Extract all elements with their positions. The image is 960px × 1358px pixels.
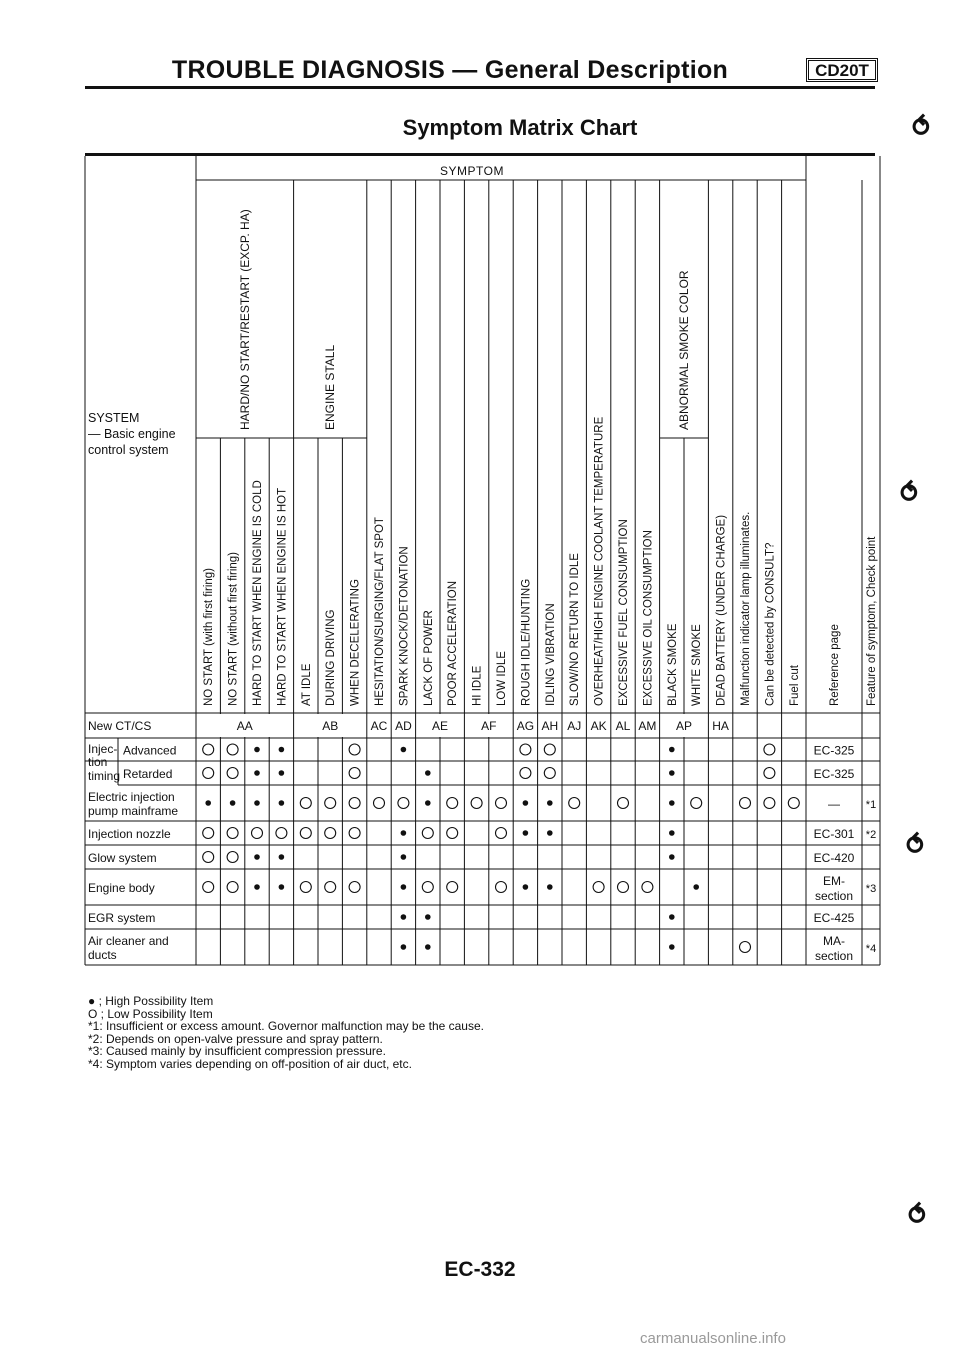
- high-possibility-mark: [523, 830, 529, 836]
- low-possibility-mark: [325, 882, 336, 893]
- row-label: Injec-: [88, 742, 118, 756]
- page-number: EC-332: [444, 1258, 516, 1281]
- symptom-code: AC: [370, 719, 388, 733]
- high-possibility-mark: [401, 884, 407, 890]
- low-possibility-mark: [740, 942, 751, 953]
- high-possibility-mark: [547, 884, 553, 890]
- symptom-column-label: IDLING VIBRATION: [544, 603, 557, 706]
- high-possibility-mark: [254, 884, 260, 890]
- reference-page: MA-: [823, 934, 845, 948]
- low-possibility-mark: [203, 882, 214, 893]
- low-possibility-mark: [349, 768, 360, 779]
- legend: [88, 995, 484, 1070]
- low-possibility-mark: [642, 882, 653, 893]
- symptom-column-label: EXCESSIVE FUEL CONSUMPTION: [618, 519, 630, 706]
- high-possibility-mark: [669, 800, 675, 806]
- symptom-column-label: AT IDLE: [300, 663, 313, 706]
- low-possibility-mark: [544, 744, 555, 755]
- feature-note: *3: [865, 883, 877, 895]
- high-possibility-mark: [279, 884, 285, 890]
- high-possibility-mark: [401, 830, 407, 836]
- symptom-code: AH: [541, 719, 559, 733]
- reference-page: EC-425: [813, 911, 855, 925]
- reference-page: section: [814, 889, 854, 903]
- high-possibility-mark: [279, 747, 285, 753]
- high-possibility-mark: [669, 854, 675, 860]
- high-possibility-mark: [425, 770, 431, 776]
- low-possibility-mark: [227, 744, 238, 755]
- symptom-column-label: WHITE SMOKE: [691, 624, 704, 706]
- symptom-column-label: HARD TO START WHEN ENGINE IS COLD: [252, 480, 264, 706]
- high-possibility-mark: [425, 800, 431, 806]
- high-possibility-mark: [254, 800, 260, 806]
- high-possibility-mark: [523, 800, 529, 806]
- high-possibility-mark: [254, 770, 260, 776]
- low-possibility-mark: [496, 828, 507, 839]
- binder-mark-icon: ⥀: [912, 112, 930, 142]
- reference-page-header: Reference page: [829, 624, 841, 706]
- low-possibility-mark: [447, 798, 458, 809]
- system-label-line: — Basic engine: [88, 427, 176, 441]
- symptom-code: AA: [236, 719, 253, 733]
- symptom-column-label: POOR ACCELERATION: [447, 580, 460, 706]
- symptom-code: AM: [638, 719, 657, 733]
- low-possibility-mark: [740, 798, 751, 809]
- row-label: Injection nozzle: [88, 827, 171, 841]
- low-possibility-mark: [227, 768, 238, 779]
- high-possibility-mark: [401, 854, 407, 860]
- row-label: pump mainframe: [88, 804, 179, 818]
- low-possibility-mark: [203, 852, 214, 863]
- watermark: carmanualsonline.info: [640, 1330, 786, 1347]
- low-possibility-mark: [496, 882, 507, 893]
- symptom-column-label: SLOW/NO RETURN TO IDLE: [569, 553, 582, 706]
- low-possibility-mark: [788, 798, 799, 809]
- high-possibility-mark: [547, 830, 553, 836]
- low-possibility-mark: [349, 828, 360, 839]
- low-possibility-mark: [398, 798, 409, 809]
- low-possibility-mark: [422, 828, 433, 839]
- symptom-column-label: DURING DRIVING: [325, 609, 338, 706]
- low-possibility-mark: [618, 882, 629, 893]
- feature-header: Feature of symptom, Check point: [866, 536, 878, 706]
- low-possibility-mark: [227, 828, 238, 839]
- system-label-line: SYSTEM: [88, 411, 140, 425]
- low-possibility-mark: [203, 768, 214, 779]
- high-possibility-mark: [669, 944, 675, 950]
- low-possibility-mark: [349, 744, 360, 755]
- reference-page: section: [814, 949, 854, 963]
- high-possibility-mark: [254, 747, 260, 753]
- symptom-column-label: DEAD BATTERY (UNDER CHARGE): [715, 514, 728, 706]
- high-possibility-mark: [547, 800, 553, 806]
- symptom-column-label: HESITATION/SURGING/FLAT SPOT: [374, 517, 386, 706]
- row-label: timing: [88, 769, 121, 783]
- low-possibility-mark: [691, 798, 702, 809]
- code-span-mask: [268, 714, 270, 737]
- reference-page: EC-420: [813, 851, 855, 865]
- symptom-header: SYMPTOM: [440, 164, 504, 178]
- low-possibility-mark: [325, 798, 336, 809]
- reference-page: EC-325: [813, 767, 855, 781]
- symptom-code: AF: [481, 719, 497, 733]
- legend-low: O ; Low Possibility Item: [88, 1006, 213, 1021]
- symptom-column-label: HI IDLE: [471, 665, 484, 706]
- low-possibility-mark: [520, 768, 531, 779]
- symptom-code: AL: [615, 719, 631, 733]
- symptom-column-label: OVERHEAT/HIGH ENGINE COOLANT TEMPERATURE: [593, 416, 606, 706]
- feature-note: *1: [865, 799, 877, 811]
- row-sublabel: Retarded: [123, 767, 173, 781]
- binder-mark-icon: ⥀: [900, 478, 918, 508]
- reference-page: EC-301: [813, 827, 855, 841]
- symptom-column-label: NO START (with first firing): [203, 567, 216, 706]
- symptom-code: HA: [712, 719, 729, 733]
- system-label-line: control system: [88, 443, 169, 457]
- low-possibility-mark: [496, 798, 507, 809]
- high-possibility-mark: [230, 800, 236, 806]
- group-header-label: HARD/NO START/RESTART (EXCP. HA): [237, 209, 252, 430]
- high-possibility-mark: [425, 914, 431, 920]
- binder-mark-icon: ⥀: [906, 830, 924, 860]
- row-label: Air cleaner and: [88, 934, 169, 948]
- legend-high: ● ; High Possibility Item: [88, 994, 214, 1008]
- row-label: EGR system: [88, 911, 156, 925]
- feature-note: *4: [865, 943, 877, 955]
- high-possibility-mark: [401, 747, 407, 753]
- low-possibility-mark: [471, 798, 482, 809]
- low-possibility-mark: [374, 798, 385, 809]
- high-possibility-mark: [279, 854, 285, 860]
- symptom-column-label: Fuel cut: [788, 665, 801, 706]
- model-badge: CD20T: [806, 58, 878, 82]
- page-title: TROUBLE DIAGNOSIS — General Description: [171, 56, 729, 84]
- low-possibility-mark: [764, 768, 775, 779]
- low-possibility-mark: [618, 798, 629, 809]
- symptom-column-label: LOW IDLE: [496, 651, 508, 706]
- symptom-column-label: WHEN DECELERATING: [349, 579, 362, 706]
- symptom-column-label: NO START (without first firing): [227, 551, 240, 706]
- row-label: ducts: [88, 948, 117, 962]
- row-sublabel: Advanced: [123, 743, 177, 758]
- symptom-code: AD: [395, 719, 412, 733]
- legend-note-1: *1: Insufficient or excess amount. Governor malfunction may be the cause.: [88, 1019, 484, 1033]
- code-span-mask: [341, 714, 343, 737]
- symptom-column-label: LACK OF POWER: [422, 610, 435, 706]
- reference-page: EM-: [823, 874, 845, 888]
- high-possibility-mark: [693, 884, 699, 890]
- reference-page: —: [828, 797, 840, 811]
- low-possibility-mark: [349, 798, 360, 809]
- symptom-column-label: HARD TO START WHEN ENGINE IS HOT: [276, 487, 289, 706]
- symptom-column-label: Can be detected by CONSULT?: [764, 542, 777, 706]
- low-possibility-mark: [203, 828, 214, 839]
- symptom-code: AE: [431, 719, 449, 733]
- code-row-label: New CT/CS: [88, 719, 152, 733]
- high-possibility-mark: [523, 884, 529, 890]
- high-possibility-mark: [425, 944, 431, 950]
- reference-page: EC-325: [813, 743, 855, 758]
- legend-note-4: *4: Symptom varies depending on off-position of air duct, etc.: [88, 1056, 412, 1071]
- low-possibility-mark: [252, 828, 263, 839]
- high-possibility-mark: [669, 830, 675, 836]
- high-possibility-mark: [279, 770, 285, 776]
- symptom-code: AK: [590, 719, 607, 733]
- high-possibility-mark: [401, 914, 407, 920]
- row-label: tion: [88, 755, 108, 769]
- low-possibility-mark: [447, 828, 458, 839]
- high-possibility-mark: [669, 747, 675, 753]
- low-possibility-mark: [422, 882, 433, 893]
- low-possibility-mark: [227, 852, 238, 863]
- low-possibility-mark: [300, 828, 311, 839]
- low-possibility-mark: [325, 828, 336, 839]
- symptom-column-label: EXCESSIVE OIL CONSUMPTION: [642, 530, 655, 706]
- low-possibility-mark: [520, 744, 531, 755]
- code-span-mask: [317, 714, 319, 737]
- low-possibility-mark: [593, 882, 604, 893]
- code-span-mask: [219, 714, 221, 737]
- high-possibility-mark: [205, 800, 211, 806]
- low-possibility-mark: [764, 744, 775, 755]
- low-possibility-mark: [447, 882, 458, 893]
- symptom-code: AJ: [567, 719, 582, 733]
- feature-note: *2: [865, 829, 877, 841]
- group-header-label: ENGINE STALL: [323, 344, 338, 430]
- symptom-code: AP: [675, 719, 693, 733]
- symptom-column-label: SPARK KNOCK/DETONATION: [398, 546, 411, 706]
- low-possibility-mark: [276, 828, 287, 839]
- low-possibility-mark: [300, 882, 311, 893]
- chart-title: Symptom Matrix Chart: [402, 115, 638, 140]
- low-possibility-mark: [764, 798, 775, 809]
- row-label: Engine body: [88, 881, 155, 895]
- symptom-column-label: BLACK SMOKE: [666, 623, 679, 706]
- group-header-label: ABNORMAL SMOKE COLOR: [677, 270, 691, 430]
- high-possibility-mark: [401, 944, 407, 950]
- symptom-column-label: ROUGH IDLE/HUNTING: [520, 578, 533, 706]
- legend-note-3: *3: Caused mainly by insufficient compression pressure.: [88, 1044, 386, 1058]
- low-possibility-mark: [544, 768, 555, 779]
- symptom-code: AB: [322, 719, 339, 733]
- high-possibility-mark: [279, 800, 285, 806]
- symptom-column-label: Malfunction indicator lamp illuminates.: [740, 511, 752, 706]
- high-possibility-mark: [669, 914, 675, 920]
- low-possibility-mark: [569, 798, 580, 809]
- row-label: Electric injection: [88, 790, 175, 804]
- high-possibility-mark: [254, 854, 260, 860]
- row-label: Glow system: [88, 851, 157, 865]
- low-possibility-mark: [300, 798, 311, 809]
- legend-note-2: *2: Depends on open-valve pressure and spray pattern.: [88, 1031, 383, 1046]
- symptom-code: AG: [516, 719, 535, 733]
- low-possibility-mark: [349, 882, 360, 893]
- high-possibility-mark: [669, 770, 675, 776]
- low-possibility-mark: [203, 744, 214, 755]
- low-possibility-mark: [227, 882, 238, 893]
- binder-mark-icon: ⥀: [908, 1200, 926, 1230]
